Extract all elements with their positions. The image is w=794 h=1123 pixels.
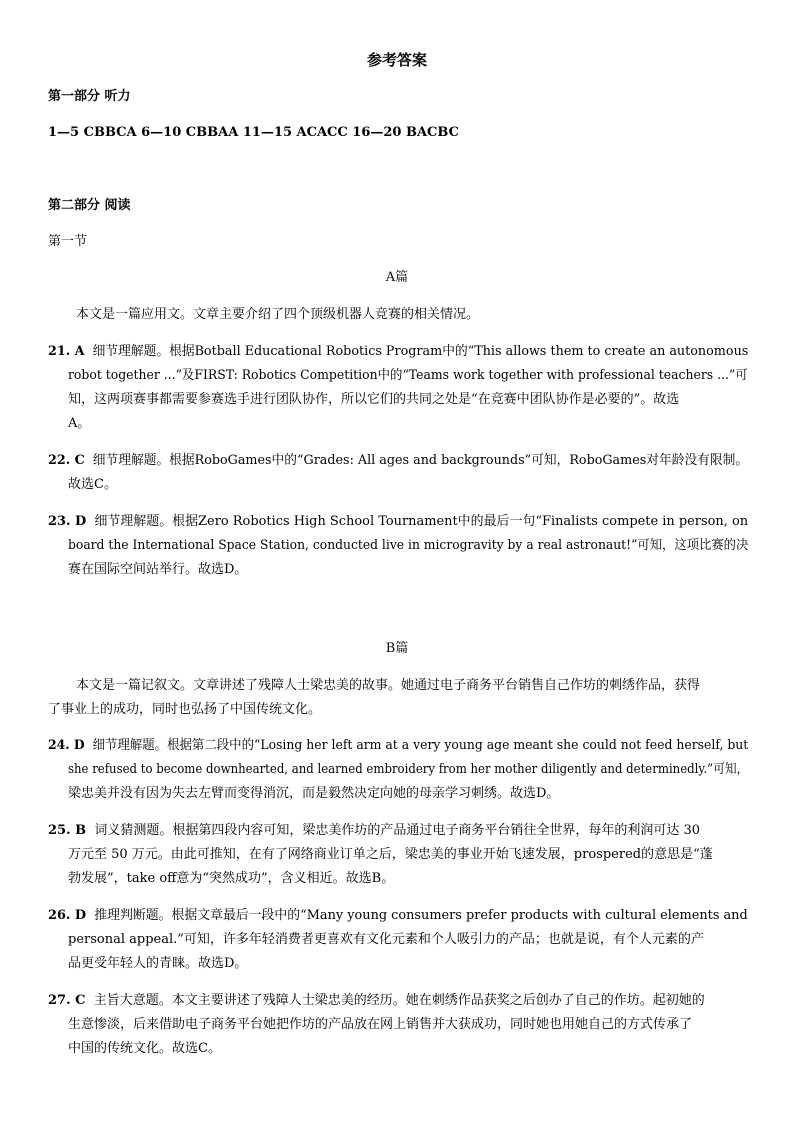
question-number: 21. A	[48, 344, 85, 359]
answer-text: 推理判断题。根据文章最后一段中的“Many young consumers prefer products with cultural elements and	[94, 908, 748, 923]
answer-text: 中国的传统文化。故选C。	[68, 1041, 221, 1056]
answer-text: 细节理解题。根据Botball Educational Robotics Program中的“This allows them to create an autonomous	[92, 344, 748, 359]
intro-line: 本文是一篇应用文。文章主要介绍了四个顶级机器人竞赛的相关情况。	[76, 307, 480, 322]
answer-text: 细节理解题。根据RoboGames中的“Grades: All ages and backgrounds”可知，RoboGames对年龄没有限制。	[92, 453, 748, 468]
question-24	[48, 734, 748, 806]
answer-text: 赛在国际空间站举行。故选D。	[68, 562, 248, 577]
answer-text: robot together ...”及FIRST: Robotics Competition中的“Teams work together with professional teachers ...”可	[68, 368, 748, 383]
answer-text: 勃发展”，take off意为“突然成功”，含义相近。故选B。	[68, 871, 395, 886]
answer-text: A。	[68, 416, 91, 431]
page-title: 参考答案	[366, 51, 427, 69]
passage-a-intro	[48, 303, 748, 327]
listening-answers: 1—5 CBBCA 6—10 CBBAA 11—15 ACACC 16—20 BACBC	[48, 125, 459, 140]
answer-text: 细节理解题。根据第二段中的“Losing her left arm at a very young age meant she could not feed herself, but	[92, 738, 748, 753]
question-number: 24. D	[48, 738, 85, 753]
question-number: 23. D	[48, 514, 87, 529]
question-number: 25. B	[48, 823, 87, 838]
intro-line: 了事业上的成功，同时也弘扬了中国传统文化。	[48, 702, 322, 717]
question-22	[48, 449, 748, 497]
answer-text: 故选C。	[68, 477, 117, 492]
answer-text: 主旨大意题。本文主要讲述了残障人士梁忠美的经历。她在刺绣作品获奖之后创办了自己的作坊。起初她的	[93, 993, 705, 1008]
answer-text: 细节理解题。根据Zero Robotics High School Tournament中的最后一句“Finalists compete in person, on	[94, 514, 748, 529]
question-25	[48, 819, 748, 891]
question-number: 26. D	[48, 908, 87, 923]
answer-text: 知，这两项赛事都需要参赛选手进行团队协作，所以它们的共同之处是“在竞赛中团队协作是必要的”。故选	[68, 392, 680, 407]
answer-text: she refused to become downhearted, and learned embroidery from her mother diligently and determinedly.”可知，	[68, 762, 748, 777]
answer-text: 梁忠美并没有因为失去左臂而变得消沉，而是毅然决定向她的母亲学习刺绣。故选D。	[68, 786, 560, 801]
part1-heading: 第一部分 听力	[48, 89, 131, 104]
answer-text: 生意惨淡，后来借助电子商务平台她把作坊的产品放在网上销售并大获成功，同时她也用她自己的方式传承了	[68, 1017, 693, 1032]
passage-b-intro	[48, 674, 748, 722]
passage-a-label: A篇	[385, 270, 409, 285]
question-23	[48, 510, 748, 582]
question-26	[48, 904, 748, 976]
intro-line: 本文是一篇记叙文。文章讲述了残障人士梁忠美的故事。她通过电子商务平台销售自己作坊的刺绣作品，获得	[76, 678, 701, 693]
question-27	[48, 989, 748, 1061]
answer-text: 词义猜测题。根据第四段内容可知，梁忠美作坊的产品通过电子商务平台销往全世界，每年的利润可达 30	[94, 823, 701, 838]
part2-heading: 第二部分 阅读	[48, 198, 131, 213]
section-label: 第一节	[48, 234, 88, 249]
answer-text: personal appeal.”可知，许多年轻消费者更喜欢有文化元素和个人吸引力的产品；也就是说，有个人元素的产	[68, 932, 704, 947]
answer-text: board the International Space Station, conducted live in microgravity by a real astronaut!”可知，这项比赛的决	[68, 538, 748, 553]
question-number: 27. C	[48, 993, 86, 1008]
answer-text: 品更受年轻人的青睐。故选D。	[68, 956, 248, 971]
question-21	[48, 340, 748, 436]
passage-b-label: B篇	[385, 641, 409, 656]
answer-text: 万元至 50 万元。由此可推知，在有了网络商业订单之后，梁忠美的事业开始飞速发展，prospered的意思是“蓬	[68, 847, 713, 862]
question-number: 22. C	[48, 453, 85, 468]
